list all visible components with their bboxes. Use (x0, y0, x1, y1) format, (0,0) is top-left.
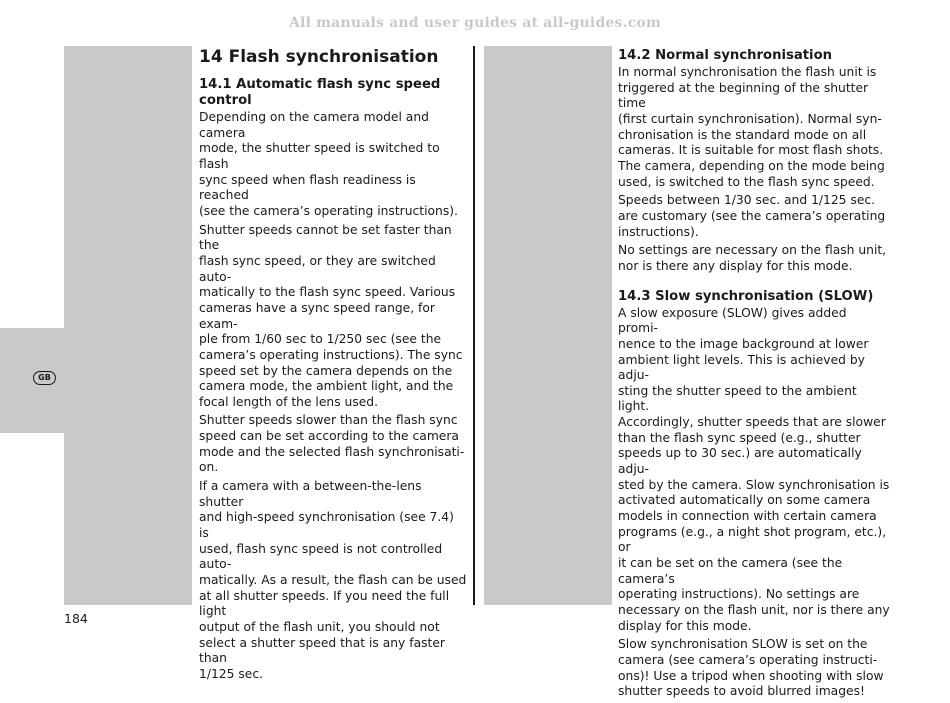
paragraph: No settings are necessary on the flash unit, nor is there any display for this mode. (618, 243, 887, 273)
right-column (618, 46, 890, 703)
paragraph: A slow exposure (SLOW) gives added promi- nence to the image background at lower ambient light levels. This is achieved by adju- sting the shutter speed to the ambient light. Accordingly, shutter speeds that are slower than the flash sync speed (e.g., shutter speeds up to 30 sec.) are automatically adju- sted by the camera. Slow synchronisation is activated automatically on some camera models in connection with certain camera programs (e.g., a night shot program, etc.), or it can be set on the camera (see the camera’s operating instructions). No settings are necessary on the flash unit, nor is there any display for this mode. (618, 305, 890, 633)
chapter-title: 14 Flash synchronisation (199, 47, 439, 67)
section-14-1-title: 14.1 Automatic flash sync speed control (199, 77, 441, 108)
paragraph: Slow synchronisation SLOW is set on the camera (see camera’s operating instructi- ons)! Use a tripod when shooting with slow shutter speeds to avoid blurred images! (618, 637, 884, 699)
language-badge: GB (33, 371, 56, 385)
section-14-3-title: 14.3 Slow synchronisation (SLOW) (618, 288, 874, 304)
left-column (199, 46, 467, 686)
paragraph: Shutter speeds cannot be set faster than the flash sync speed, or they are switched auto- matically to the flash sync speed. Various cameras have a sync speed range, for exam- ple from 1/60 sec to 1/250 sec (see the camera’s operating instructions). The sync speed set by the camera depends on the camera mode, the ambient light, and the focal length of the lens used. (199, 222, 463, 409)
paragraph: Shutter speeds slower than the flash sync speed can be set according to the camera mode and the selected flash synchronisati- on. (199, 413, 465, 475)
page-number: 184 (64, 611, 88, 626)
middle-margin-band (484, 46, 612, 605)
paragraph: If a camera with a between-the-lens shutter and high-speed synchronisation (see 7.4) is used, flash sync speed is not controlled auto- matically. As a result, the flash can be used at all shutter speeds. If you need the full light output of the flash unit, you should not select a shutter speed that is any faster than 1/125 sec. (199, 479, 467, 681)
paragraph: Depending on the camera model and camera mode, the shutter speed is switched to flash sync speed when flash readiness is reached (see the camera’s operating instructions). (199, 110, 458, 218)
paragraph: In normal synchronisation the flash unit is triggered at the beginning of the shutter time (first curtain synchronisation). Normal syn- chronisation is the standard mode on all cameras. It is suitable for most flash shots. The camera, depending on the mode being used, is switched to the flash sync speed. (618, 65, 885, 189)
watermark: All manuals and user guides at all-guides.com (289, 15, 661, 31)
left-margin-band (64, 46, 192, 605)
column-divider (473, 46, 475, 605)
paragraph: Speeds between 1/30 sec. and 1/125 sec. are customary (see the camera’s operating instructions). (618, 193, 886, 239)
section-14-2-title: 14.2 Normal synchronisation (618, 48, 833, 63)
